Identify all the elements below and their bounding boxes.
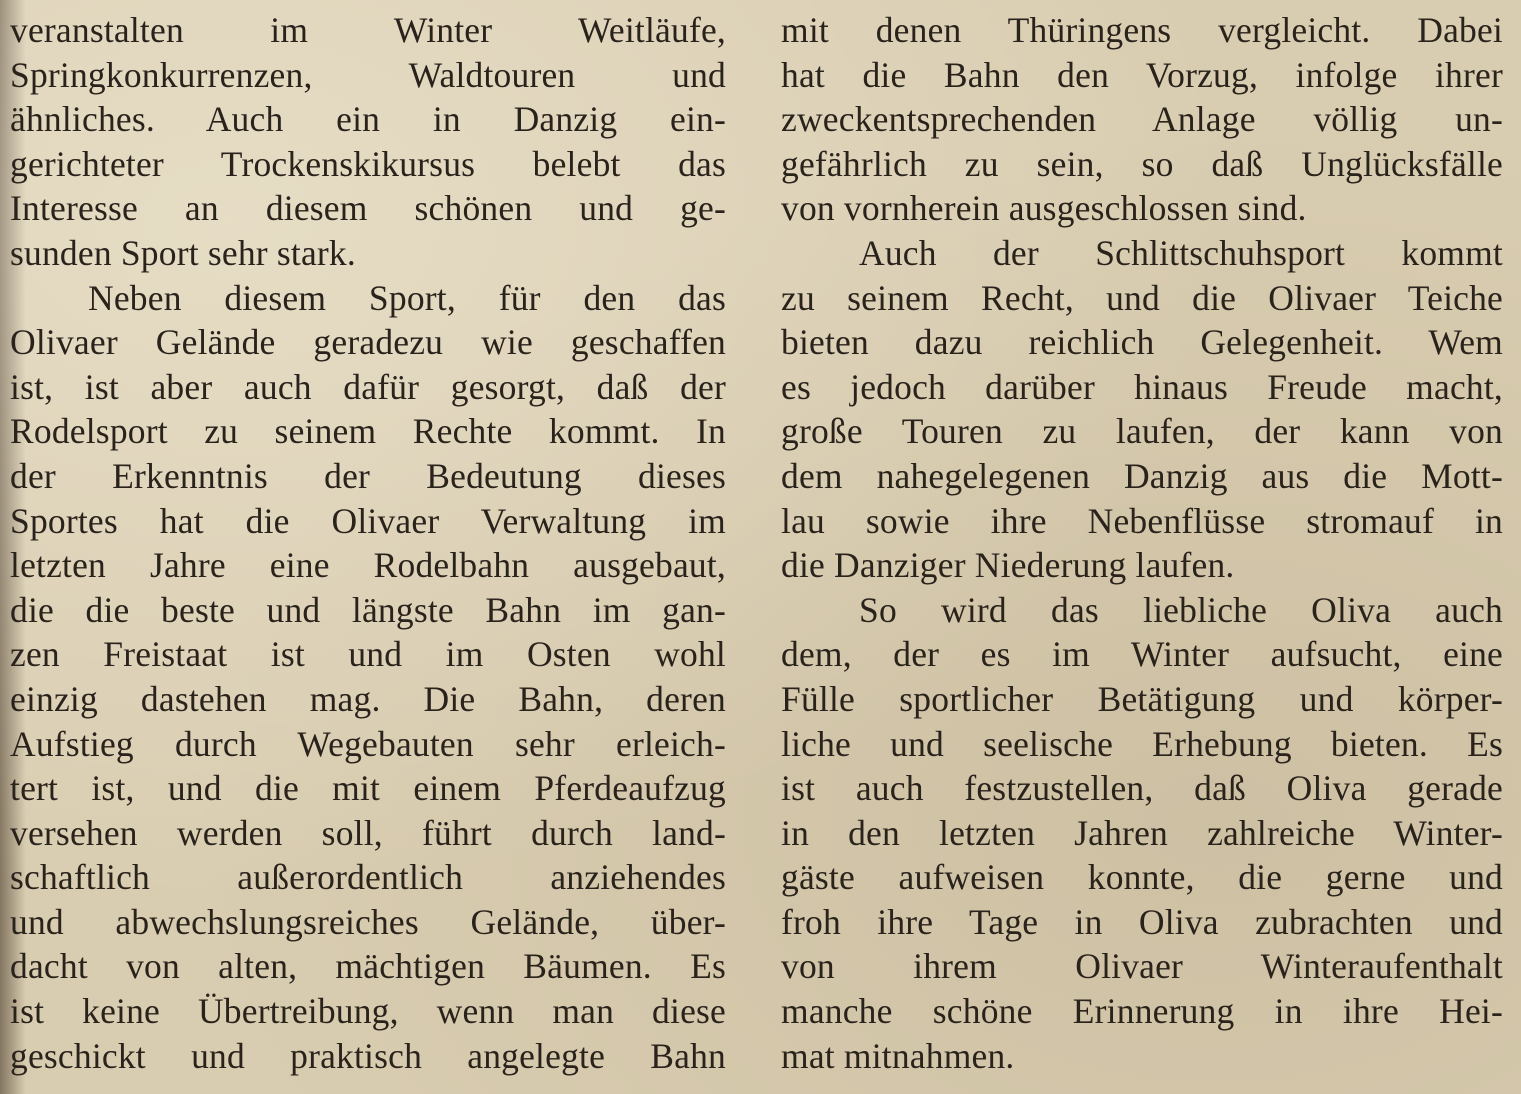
text-line: mat mitnahmen. bbox=[781, 1035, 1015, 1076]
text-line: veranstalten im Winter Weitläufe, bbox=[10, 10, 726, 50]
text-line: ähnliches. Auch ein in Danzig ein- bbox=[10, 99, 726, 140]
text-line: Olivaer Gelände geradezu wie geschaffen bbox=[10, 322, 726, 363]
text-line: liche und seelische Erhebung bieten. Es bbox=[781, 723, 1503, 764]
text-line: geschickt und praktisch angelegte Bahn bbox=[10, 1035, 726, 1076]
text-line: der Erkenntnis der Bedeutung dieses bbox=[10, 455, 726, 496]
text-line: hat die Bahn den Vorzug, infolge ihrer bbox=[781, 54, 1503, 95]
text-line: es jedoch darüber hinaus Freude macht, bbox=[781, 366, 1503, 407]
text-line: und abwechslungsreiches Gelände, über- bbox=[10, 901, 726, 942]
text-line: So wird das liebliche Oliva auch bbox=[859, 589, 1503, 630]
text-line: dacht von alten, mächtigen Bäumen. Es bbox=[10, 946, 726, 987]
text-line: manche schöne Erinnerung in ihre Hei- bbox=[781, 991, 1503, 1032]
text-line: Rodelsport zu seinem Rechte kommt. In bbox=[10, 411, 726, 452]
text-line: schaftlich außerordentlich anziehendes bbox=[10, 857, 726, 898]
text-line: große Touren zu laufen, der kann von bbox=[781, 411, 1503, 452]
text-column-right bbox=[781, 8, 1503, 1078]
text-line: einzig dastehen mag. Die Bahn, deren bbox=[10, 678, 726, 719]
text-line: bieten dazu reichlich Gelegenheit. Wem bbox=[781, 322, 1503, 363]
text-line: ist keine Übertreibung, wenn man diese bbox=[10, 991, 726, 1032]
text-line: Sportes hat die Olivaer Verwaltung im bbox=[10, 500, 726, 541]
text-line: versehen werden soll, führt durch land- bbox=[10, 812, 726, 853]
text-line: in den letzten Jahren zahlreiche Winter- bbox=[781, 812, 1503, 853]
text-line: Auch der Schlittschuhsport kommt bbox=[859, 232, 1503, 273]
text-line: dem nahegelegenen Danzig aus die Mott- bbox=[781, 455, 1503, 496]
text-line: dem, der es im Winter aufsucht, eine bbox=[781, 634, 1503, 675]
text-line: von vornherein ausgeschlossen sind. bbox=[781, 188, 1307, 229]
text-line: Interesse an diesem schönen und ge- bbox=[10, 188, 726, 229]
text-line: zu seinem Recht, und die Olivaer Teiche bbox=[781, 277, 1503, 318]
text-line: die Danziger Niederung laufen. bbox=[781, 545, 1235, 586]
text-line: Aufstieg durch Wegebauten sehr erleich- bbox=[10, 723, 726, 764]
text-line: lau sowie ihre Nebenflüsse stromauf in bbox=[781, 500, 1503, 541]
text-line: ist, ist aber auch dafür gesorgt, daß der bbox=[10, 366, 726, 407]
text-line: letzten Jahre eine Rodelbahn ausgebaut, bbox=[10, 545, 726, 586]
text-line: zweckentsprechenden Anlage völlig un- bbox=[781, 99, 1503, 140]
text-line: von ihrem Olivaer Winteraufenthalt bbox=[781, 946, 1503, 987]
text-line: die die beste und längste Bahn im gan- bbox=[10, 589, 726, 630]
text-line: sunden Sport sehr stark. bbox=[10, 232, 356, 273]
text-line: gerichteter Trockenskikursus belebt das bbox=[10, 143, 726, 184]
text-line: zen Freistaat ist und im Osten wohl bbox=[10, 634, 726, 675]
text-line: froh ihre Tage in Oliva zubrachten und bbox=[781, 901, 1503, 942]
text-line: ist auch festzustellen, daß Oliva gerade bbox=[781, 768, 1503, 809]
text-column-left bbox=[10, 8, 726, 1078]
text-line: gefährlich zu sein, so daß Unglücksfälle bbox=[781, 143, 1503, 184]
text-line: mit denen Thüringens vergleicht. Dabei bbox=[781, 10, 1503, 50]
text-line: Neben diesem Sport, für den das bbox=[88, 277, 726, 318]
text-line: Springkonkurrenzen, Waldtouren und bbox=[10, 54, 726, 95]
text-line: gäste aufweisen konnte, die gerne und bbox=[781, 857, 1503, 898]
text-line: tert ist, und die mit einem Pferdeaufzug bbox=[10, 768, 726, 809]
text-line: Fülle sportlicher Betätigung und körper- bbox=[781, 678, 1503, 719]
